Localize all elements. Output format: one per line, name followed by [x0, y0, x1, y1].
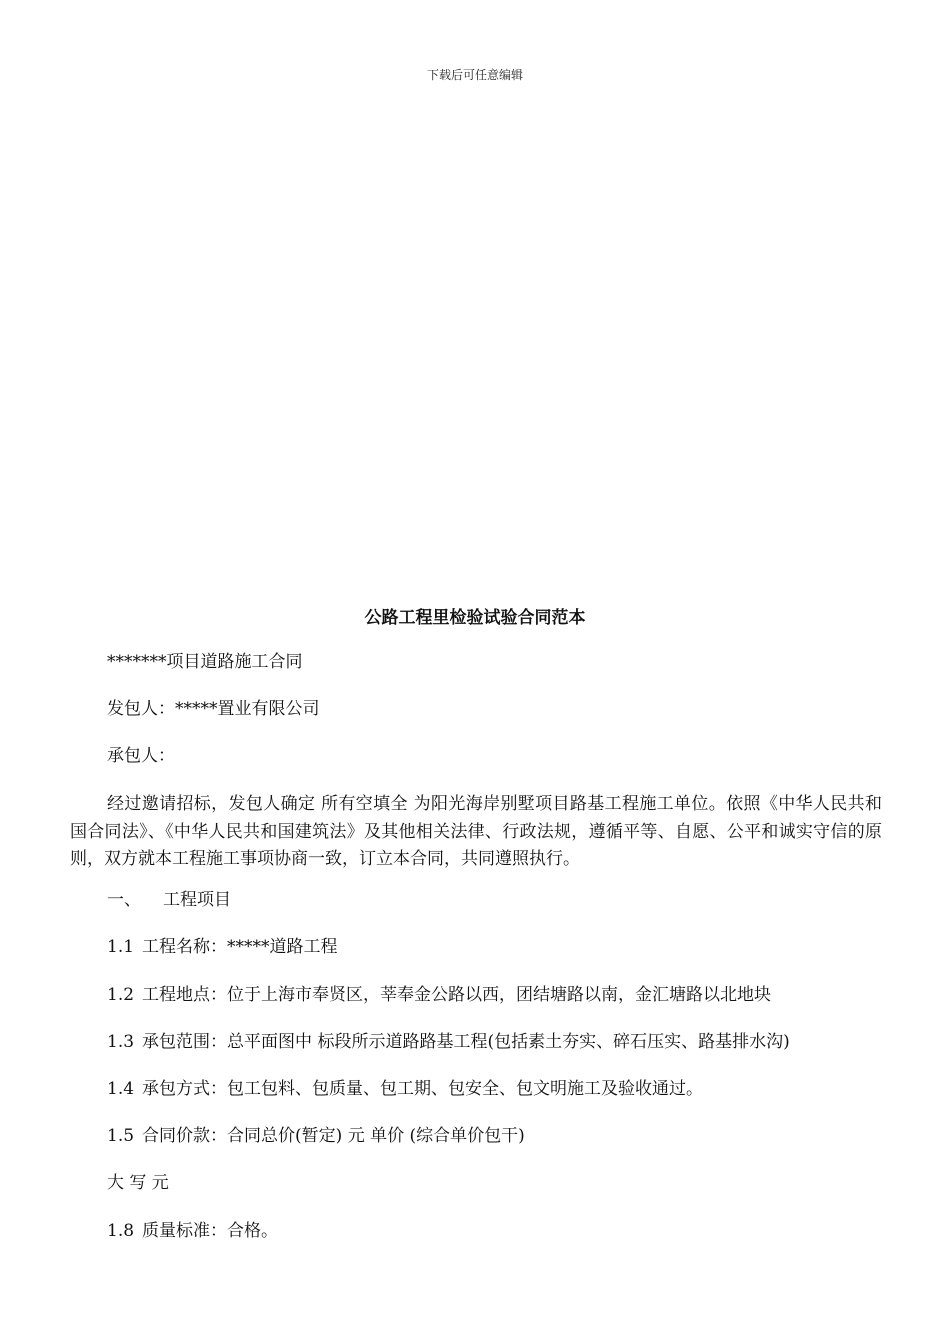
- clause-text: 工程地点：位于上海市奉贤区，莘奉金公路以西，团结塘路以南，金汇塘路以北地块: [142, 985, 772, 1005]
- section-heading: [107, 888, 231, 912]
- document-title: 公路工程里检验试验合同范本: [364, 608, 586, 628]
- clause-text: 质量标准：合格。: [142, 1221, 279, 1241]
- clause-number: 1.2: [107, 985, 135, 1005]
- intro-paragraph: 经过邀请招标，发包人确定 所有空填全 为阳光海岸别墅项目路基工程施工单位。依照《中华人民共和国合同法》、《中华人民共和国建筑法》及其他相关法律、行政法规，遵循平等、自愿、公平和诚实守信的原则，双方就本工程施工事项协商一致，订立本合同，共同遵照执行。: [70, 794, 882, 869]
- clause-1-8: [107, 1219, 278, 1243]
- clause-text: 承包方式：包工包料、包质量、包工期、包安全、包文明施工及验收通过。: [142, 1079, 704, 1099]
- clause-text: 承包范围：总平面图中 标段所示道路路基工程(包括素土夯实、碎石压实、路基排水沟): [142, 1032, 790, 1052]
- clause-1-4: [107, 1077, 703, 1101]
- section-number: 一、: [107, 890, 141, 910]
- project-line: *******项目道路施工合同: [107, 652, 303, 672]
- clause-number: 1.8: [107, 1221, 135, 1241]
- clause-number: 1.5: [107, 1126, 135, 1146]
- clause-text: 合同价款：合同总价(暂定) 元 单价 (综合单价包干): [142, 1126, 525, 1146]
- clause-number: 1.3: [107, 1032, 135, 1052]
- amount-in-words-line: 大 写 元: [107, 1173, 169, 1193]
- header-note: 下载后可任意编辑: [426, 68, 523, 82]
- contractor-line: 承包人：: [107, 746, 175, 766]
- clause-1-3: [107, 1030, 790, 1054]
- clause-text: 工程名称：*****道路工程: [142, 937, 338, 957]
- clause-1-2: [107, 983, 771, 1007]
- clause-1-1: [107, 935, 338, 959]
- clause-number: 1.4: [107, 1079, 135, 1099]
- clause-number: 1.1: [107, 937, 135, 957]
- clause-1-5: [107, 1124, 525, 1148]
- employer-line: 发包人：*****置业有限公司: [107, 699, 320, 719]
- section-title: 工程项目: [163, 890, 231, 910]
